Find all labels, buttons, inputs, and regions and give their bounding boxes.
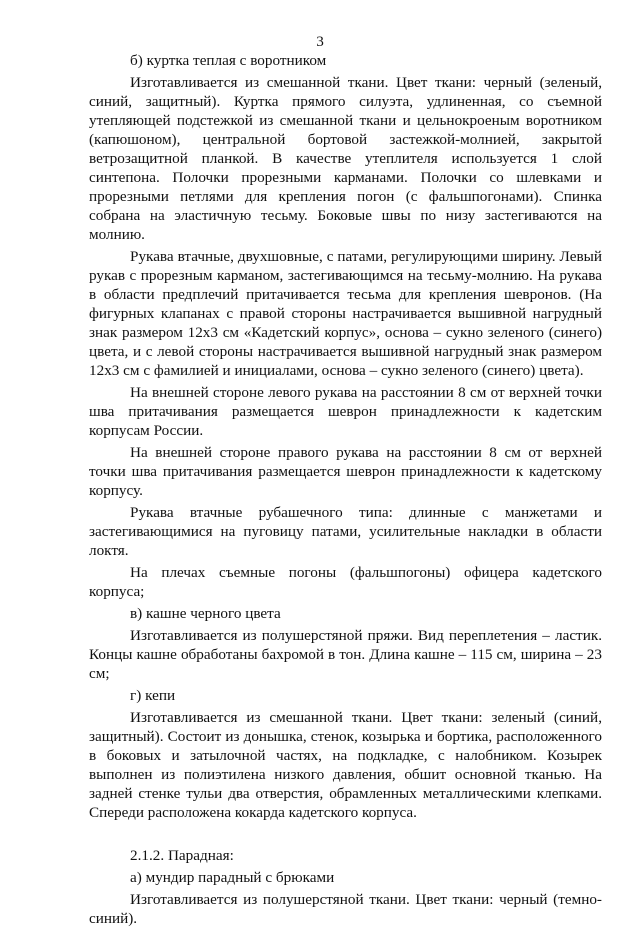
- body-paragraph: Изготавливается из полушерстяной ткани. Цвет ткани: черный (темно-синий).: [89, 891, 602, 927]
- body-paragraph: Изготавливается из полушерстяной пряжи. Вид переплетения – ластик. Концы кашне обработаны бахромой в тон. Длина кашне – 115 см, ширина – 23 см;: [89, 627, 602, 682]
- document-body: [89, 51, 602, 931]
- section-heading: 2.1.2. Парадная:: [130, 847, 234, 864]
- body-paragraph: На плечах съемные погоны (фальшпогоны) офицера кадетского корпуса;: [89, 564, 602, 600]
- body-paragraph: Изготавливается из смешанной ткани. Цвет ткани: черный (зеленый, синий, защитный). Куртка прямого силуэта, удлиненная, со съемной утепляющей подстежкой из смешанной ткани и цельнокроеным воротником (капюшоном), центральной бортовой застежкой-молнией, закрытой ветрозащитной планкой. В качестве утеплителя используется 1 слой синтепона. Полочки прорезными карманами. Полочки со шлевками и прорезными петлями для крепления погон (с фальшпогонами). Спинка собрана на эластичную тесьму. Боковые швы по низу застегиваются на молнию.: [89, 74, 602, 243]
- section-spacer: [89, 825, 602, 846]
- body-paragraph: На внешней стороне левого рукава на расстоянии 8 см от верхней точки шва притачивания размещается шеврон принадлежности к кадетским корпусам России.: [89, 384, 602, 439]
- section-heading: б) куртка теплая с воротником: [130, 52, 327, 69]
- section-heading: г) кепи: [130, 687, 176, 704]
- page-number: 3: [316, 33, 324, 50]
- body-paragraph: На внешней стороне правого рукава на расстоянии 8 см от верхней точки шва притачивания размещается шеврон принадлежности к кадетскому корпусу.: [89, 444, 602, 499]
- section-heading: в) кашне черного цвета: [130, 605, 281, 622]
- body-paragraph: Рукава втачные рубашечного типа: длинные с манжетами и застегивающимися на пуговицу патами, усилительные накладки в области локтя.: [89, 504, 602, 559]
- section-heading: а) мундир парадный с брюками: [130, 869, 335, 886]
- body-paragraph: Рукава втачные, двухшовные, с патами, регулирующими ширину. Левый рукав с прорезным карманом, застегивающимся на тесьму-молнию. На рукава в области предплечий притачивается тесьма для крепления шевронов. (На фигурных клапанах с правой стороны настрачивается вышивной нагрудный знак размером 12х3 см «Кадетский корпус», основа – сукно зеленого (синего) цвета, и с левой стороны настрачивается вышивной нагрудный знак размером 12х3 см с фамилией и инициалами, основа – сукно зеленого (синего) цвета).: [89, 248, 602, 379]
- body-paragraph: Изготавливается из смешанной ткани. Цвет ткани: зеленый (синий, защитный). Состоит из донышка, стенок, козырька и бортика, расположенного в боковых и затылочной частях, на подкладке, с налобником. Козырек выполнен из полиэтилена низкого давления, обшит основной тканью. На задней стенке тульи два отверстия, обрамленных металлическими клепками. Спереди расположена кокарда кадетского корпуса.: [89, 709, 602, 821]
